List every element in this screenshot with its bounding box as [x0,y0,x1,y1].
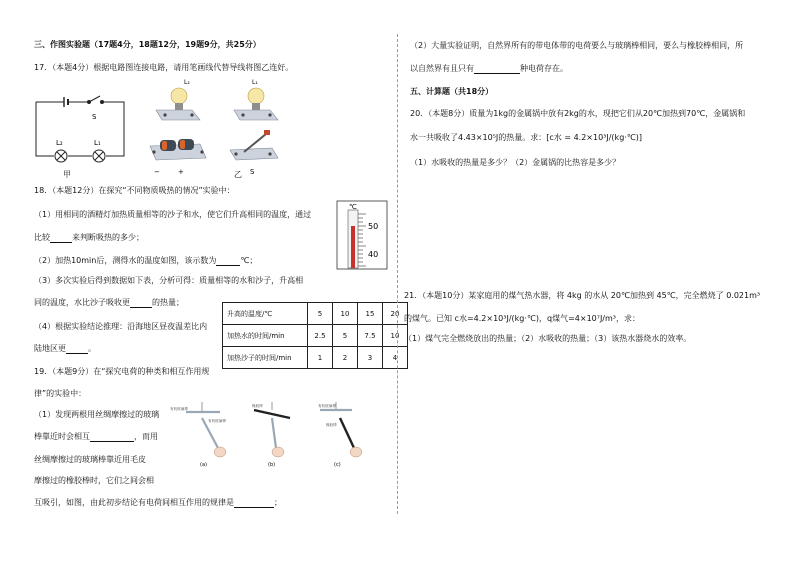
table-row-header: 加热水的时间/min [223,325,308,347]
q19-part1-line3: 丝绸摩擦过的玻璃棒靠近用毛皮 [34,455,146,464]
answer-blank[interactable] [66,345,88,354]
table-cell: 15 [358,303,383,325]
caption-yi: 乙 [234,170,242,179]
q18-part3-line1: （3）多次实验后得到数据如下表，分析可得：质量相等的水和沙子，升高相 [34,276,304,285]
table-row-header: 升高的温度/℃ [223,303,308,325]
q18-part2: （2）加热10min后，测得水的温度如图，该示数为 ℃； [34,256,258,265]
table-cell: 7.5 [358,325,383,347]
q19-part2-line1: （2）大量实验证明，自然界所有的带电体带的电荷要么与玻璃棒相同，要么与橡胶棒相同，所 [410,41,744,50]
caption-b: (b) [268,462,276,468]
caption-jia: 甲 [63,170,71,179]
switch-s-label: S [92,113,97,121]
rod-a-hand-label: 有机玻璃棒 [208,419,226,423]
table-row [223,303,408,325]
question-20-line1: 20．（本题8分）质量为1kg的金属锅中放有2kg的水，现把它们从20℃加热到70℃，金属锅和 [410,109,746,118]
q19-part1-line2: 棒靠近时会相互 ，而用 [34,432,158,441]
answer-blank[interactable] [130,299,152,308]
table-row-header: 加热沙子的时间/min [223,347,308,369]
question-18: 18．（本题12分）在探究“不同物质吸热的情况”实验中： [34,186,235,195]
q19-part1-line1: （1）发现两根用丝绸摩擦过的玻璃 [34,410,160,419]
switch-s-bottom-label: S [250,168,255,176]
answer-blank[interactable] [216,257,240,266]
table-cell: 5 [333,325,358,347]
bulb-l2-label: L₂ [184,79,190,86]
question-21-line1: 21．（本题10分）某家庭用的煤气热水器，将 4kg 的水从 20℃加热到 45℃，完全燃烧了 0.021m³ [404,291,761,300]
thermometer-tick-50: 50 [368,222,379,231]
heating-data-table [222,302,408,369]
table-cell: 2 [333,347,358,369]
answer-blank[interactable] [474,65,520,74]
thermometer-unit: ℃ [349,203,357,211]
thermometer-figure [336,200,388,270]
answer-blank[interactable] [90,433,134,442]
rod-b-label: 橡胶棒 [252,404,263,408]
section3-title: 三、作图实验题（17题4分，18题12分，19题9分，共25分） [34,40,261,49]
lamp-l1-label: L₁ [94,139,101,147]
battery-plus-label: + [178,168,184,176]
question-20-line2: 水一共吸收了4.43×10⁵J的热量。求：[c水 = 4.2×10³J/(kg·℃)] [410,133,643,142]
charged-rods-figure [168,398,364,470]
question-19-line1: 19．（本题9分）在“探究电荷的种类和相互作用规 [34,367,210,376]
question-21-line2: 的煤气。已知 c水=4.2×10³J/(kg·℃)，q煤气=4×10⁷J/m³，求： [404,314,641,323]
q19-part1-line4: 摩擦过的橡胶棒时，它们之间会相 [34,476,154,485]
table-cell: 4 [383,347,408,369]
caption-c: (c) [334,462,341,468]
question-17: 17．（本题4分）根据电路图连接电路，请用笔画线代替导线将图乙连好。 [34,63,294,72]
rod-c-top-label: 有机玻璃棒 [318,404,336,408]
q18-part3-line2: 同的温度，水比沙子吸收更 的热量； [34,298,184,307]
rod-c-hand-label: 橡胶棒 [326,423,337,427]
q18-part4-line1: （4）根据实验结论推理：沿海地区昼夜温差比内 [34,322,208,331]
battery-minus-label: − [154,168,160,176]
question-20-subparts: （1）水吸收的热量是多少？（2）金属锅的比热容是多少？ [410,158,621,167]
table-cell: 5 [308,303,333,325]
table-cell: 1 [308,347,333,369]
answer-blank[interactable] [50,234,72,243]
table-row [223,325,408,347]
q19-part2-line2: 以自然界有且只有 种电荷存在。 [410,64,568,73]
caption-a: (a) [200,462,207,468]
answer-blank[interactable] [234,499,274,508]
lamp-l2-label: L₂ [56,139,63,147]
table-cell: 20 [383,303,408,325]
question-21-subparts: （1）煤气完全燃烧放出的热量；（2）水吸收的热量；（3）该热水器烧水的效率。 [404,334,692,343]
component-photos-yi [148,74,306,186]
thermometer-tick-40: 40 [368,250,379,259]
section5-title: 五、计算题（共18分） [410,87,494,96]
table-cell: 2.5 [308,325,333,347]
q18-part4-line2: 陆地区更 。 [34,344,96,353]
rod-a-top-label: 有机玻璃棒 [170,407,188,411]
table-cell: 3 [358,347,383,369]
column-divider [397,34,398,514]
q18-part1-line1: （1）用相同的酒精灯加热质量相等的沙子和水，使它们升高相同的温度，通过 [34,210,312,219]
table-cell: 10 [383,325,408,347]
question-19-line2: 律”的实验中： [34,389,87,398]
bulb-l1-label: L₁ [252,79,258,86]
table-cell: 10 [333,303,358,325]
circuit-diagram-jia [30,92,130,180]
q19-part1-line5: 互吸引，如图，由此初步结论有电荷间相互作用的规律是 ； [34,498,282,507]
table-row [223,347,408,369]
q18-part1-line2: 比较 来判断吸热的多少； [34,233,144,242]
